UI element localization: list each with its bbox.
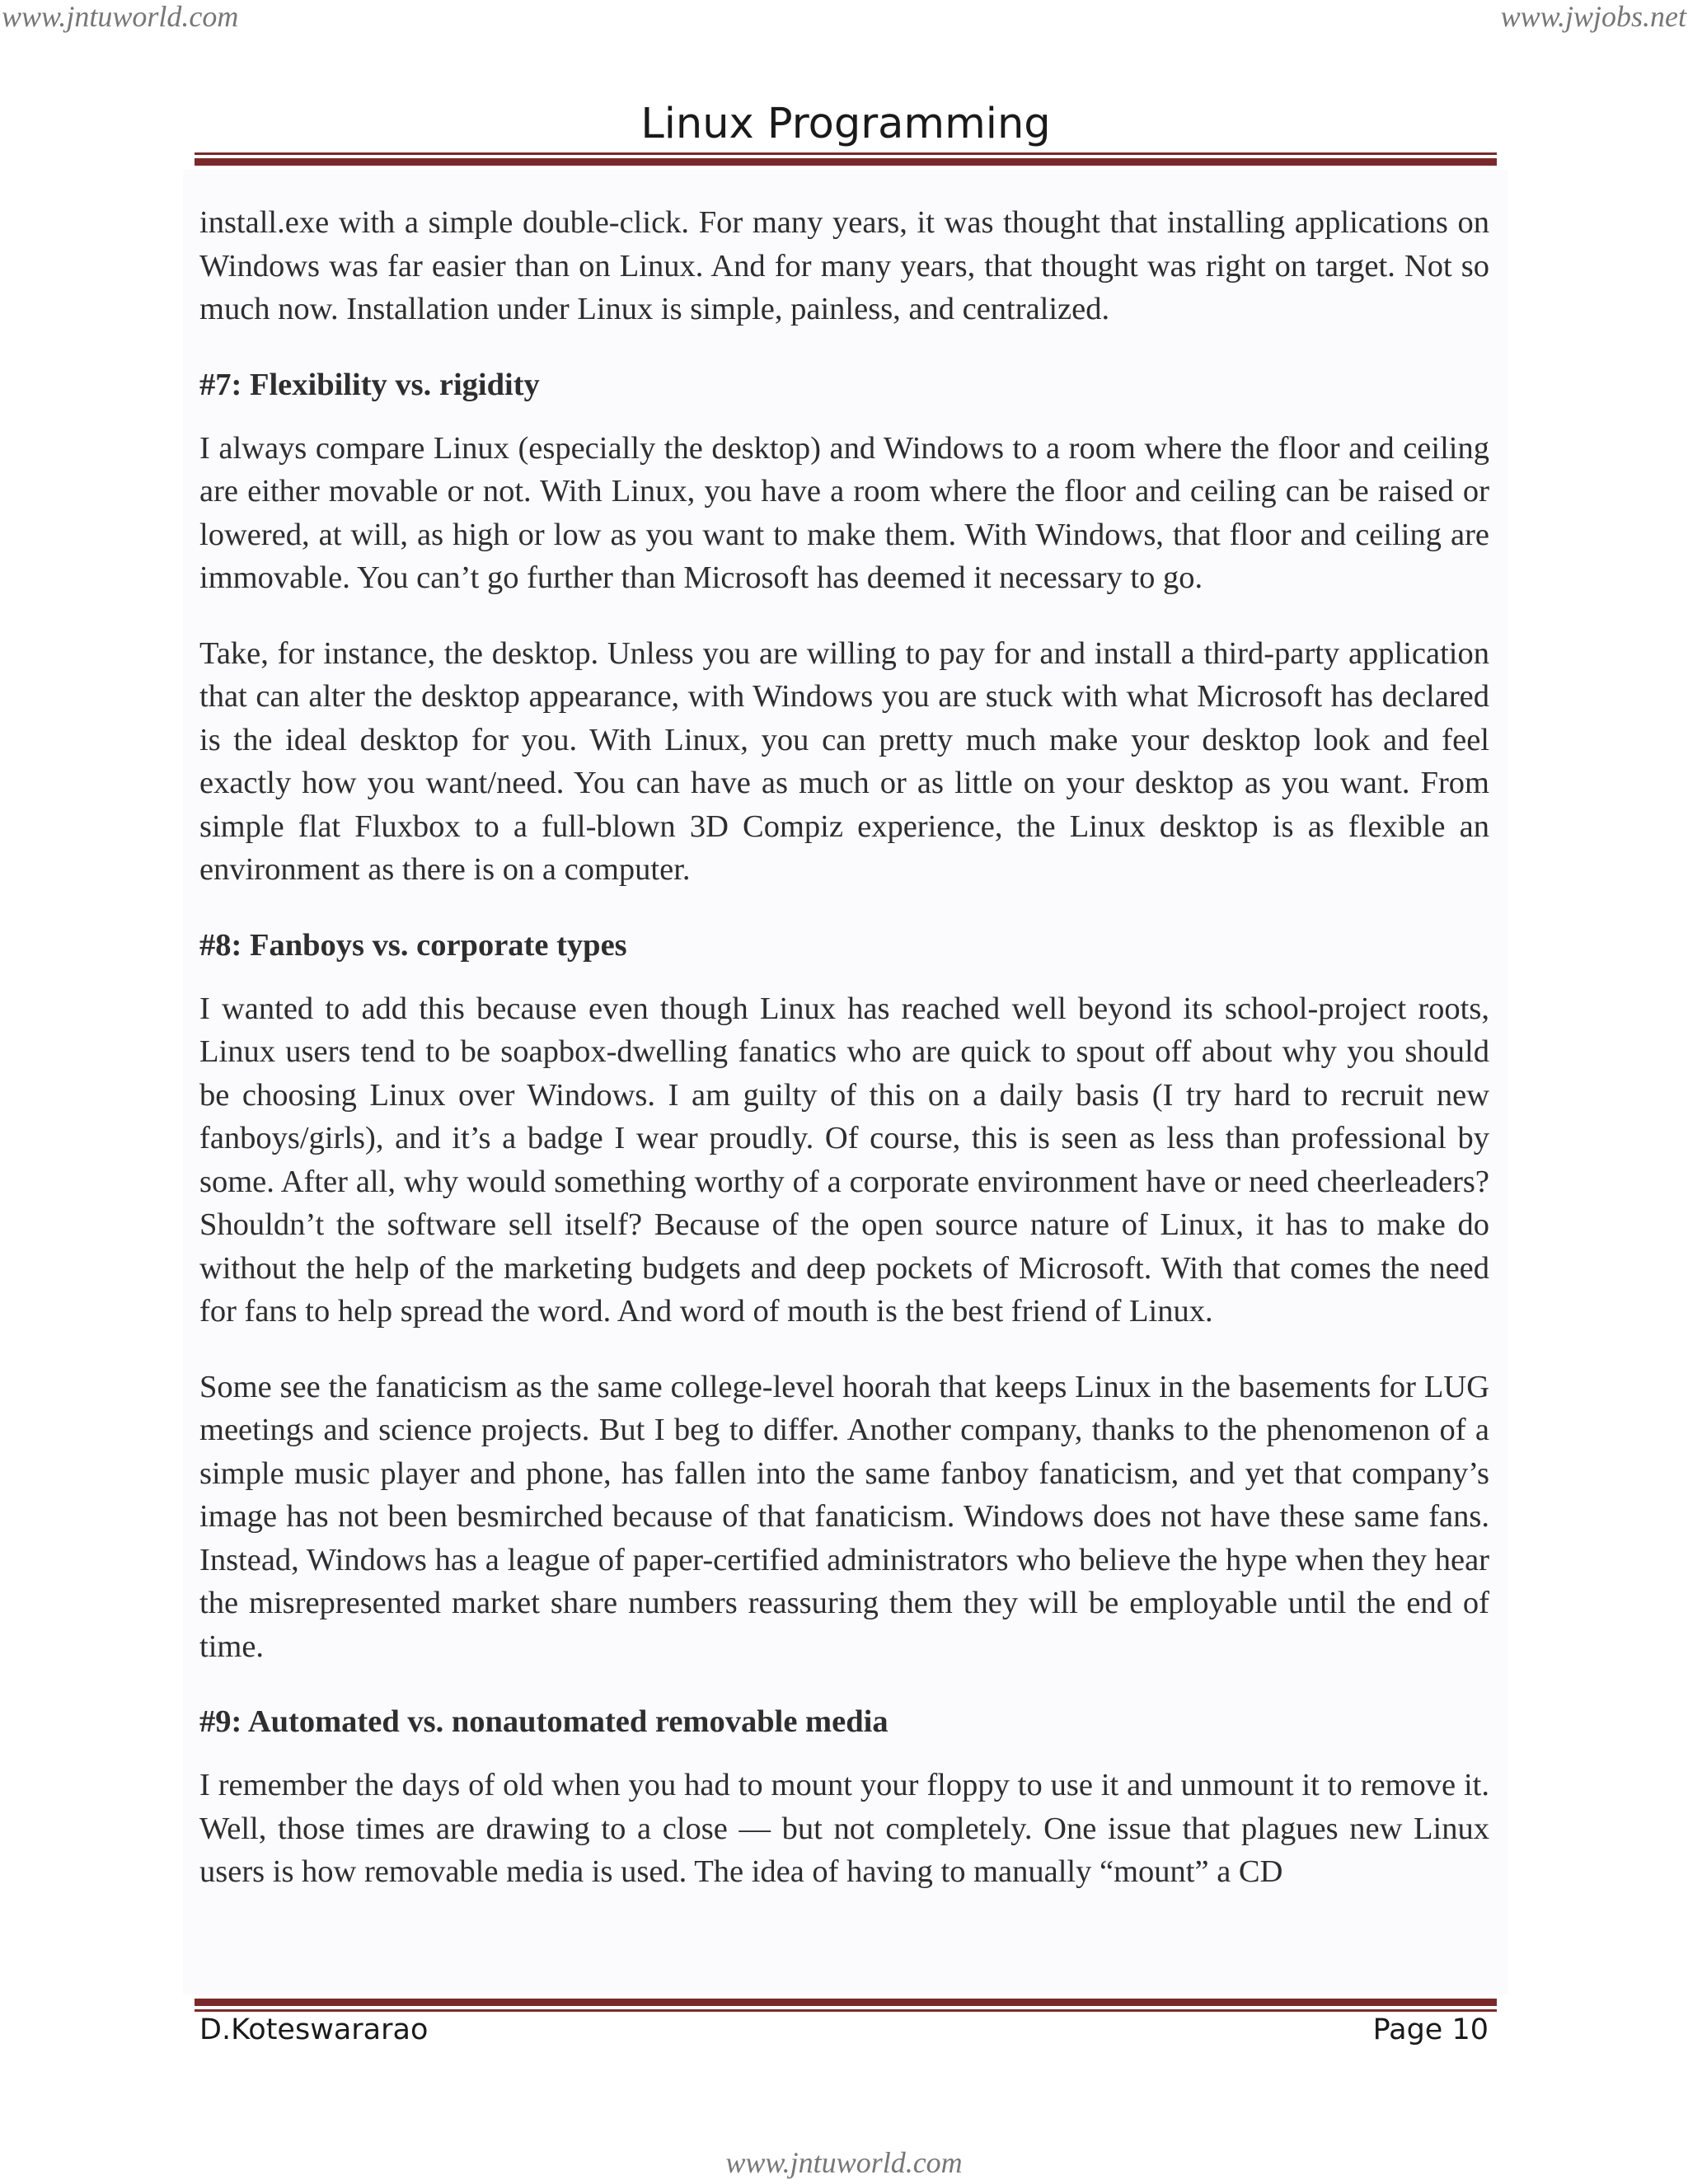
footer-page-number: Page 10: [1372, 2013, 1489, 2046]
paragraph-7a: I always compare Linux (especially the desktop) and Windows to a room where the floor and ceiling are either movable or not. With Linux, you have a room where the floor and ceiling can be raised or lowered, at will, as high or low as you want to make them. With Windows, that floor and ceiling are immovable. You can’t go further than Microsoft has deemed it necessary to go.: [199, 430, 1489, 595]
header-rule-thin: [195, 152, 1497, 155]
section-heading-8: #8: Fanboys vs. corporate types: [199, 927, 627, 963]
watermark-top-right: www.jwjobs.net: [1500, 0, 1686, 33]
watermark-bottom: www.jntuworld.com: [725, 2146, 963, 2179]
paragraph-7b: Take, for instance, the desktop. Unless you are willing to pay for and install a third-party application that can alter the desktop appearance, with Windows you are stuck with what Microsoft has declared is the ideal desktop for you. With Linux, you can pretty much make your desktop look and feel exactly how you want/need. You can have as much or as little on your desktop as you want. From simple flat Fluxbox to a full-blown 3D Compiz experience, the Linux desktop is as flexible an environment as there is on a computer.: [199, 635, 1489, 887]
header-rule-thick: [195, 158, 1497, 166]
paragraph-8a: I wanted to add this because even though Linux has reached well beyond its school-project roots, Linux users tend to be soapbox-dwelling fanatics who are quick to spout off about why you should be choosing Linux over Windows. I am guilty of this on a daily basis (I try hard to recruit new fanboys/girls), and it’s a badge I wear proudly. Of course, this is seen as less than professional by some. After all, why would something worthy of a corporate environment have or need cheerleaders? Shouldn’t the software sell itself? Because of the open source nature of Linux, it has to make do without the help of the marketing budgets and deep pockets of Microsoft. With that comes the need for fans to help spread the word. And word of mouth is the best friend of Linux.: [199, 991, 1489, 1329]
running-header-title: Linux Programming: [640, 100, 1051, 148]
paragraph-9a: I remember the days of old when you had to mount your floppy to use it and unmount it to remove it. Well, those times are drawing to a close — but not completely. One issue that plagues new Linux users is how removable media is used. The idea of having to manually “mount” a CD: [199, 1768, 1489, 1889]
paragraph-intro: install.exe with a simple double-click. For many years, it was thought that installing applications on Windows was far easier than on Linux. And for many years, that thought was right on target. Not so much now. Installation under Linux is simple, painless, and centralized.: [199, 205, 1489, 326]
watermark-top-left: www.jntuworld.com: [2, 0, 239, 33]
section-heading-9: #9: Automated vs. nonautomated removable media: [199, 1704, 889, 1739]
paragraph-8b: Some see the fanaticism as the same college-level hoorah that keeps Linux in the basements for LUG meetings and science projects. But I beg to differ. Another company, thanks to the phenomenon of a simple music player and phone, has fallen into the same fanboy fanaticism, and yet that company’s image has not been besmirched because of that fanaticism. Windows does not have these same fans. Instead, Windows has a league of paper-certified administrators who believe the hype when they hear the misrepresented market share numbers reassuring them they will be employable until the end of time.: [199, 1369, 1489, 1664]
footer-author: D.Koteswararao: [199, 2013, 429, 2046]
footer-rule-thick: [195, 1999, 1497, 2006]
section-heading-7: #7: Flexibility vs. rigidity: [199, 367, 540, 402]
page-body: [199, 201, 1489, 1926]
